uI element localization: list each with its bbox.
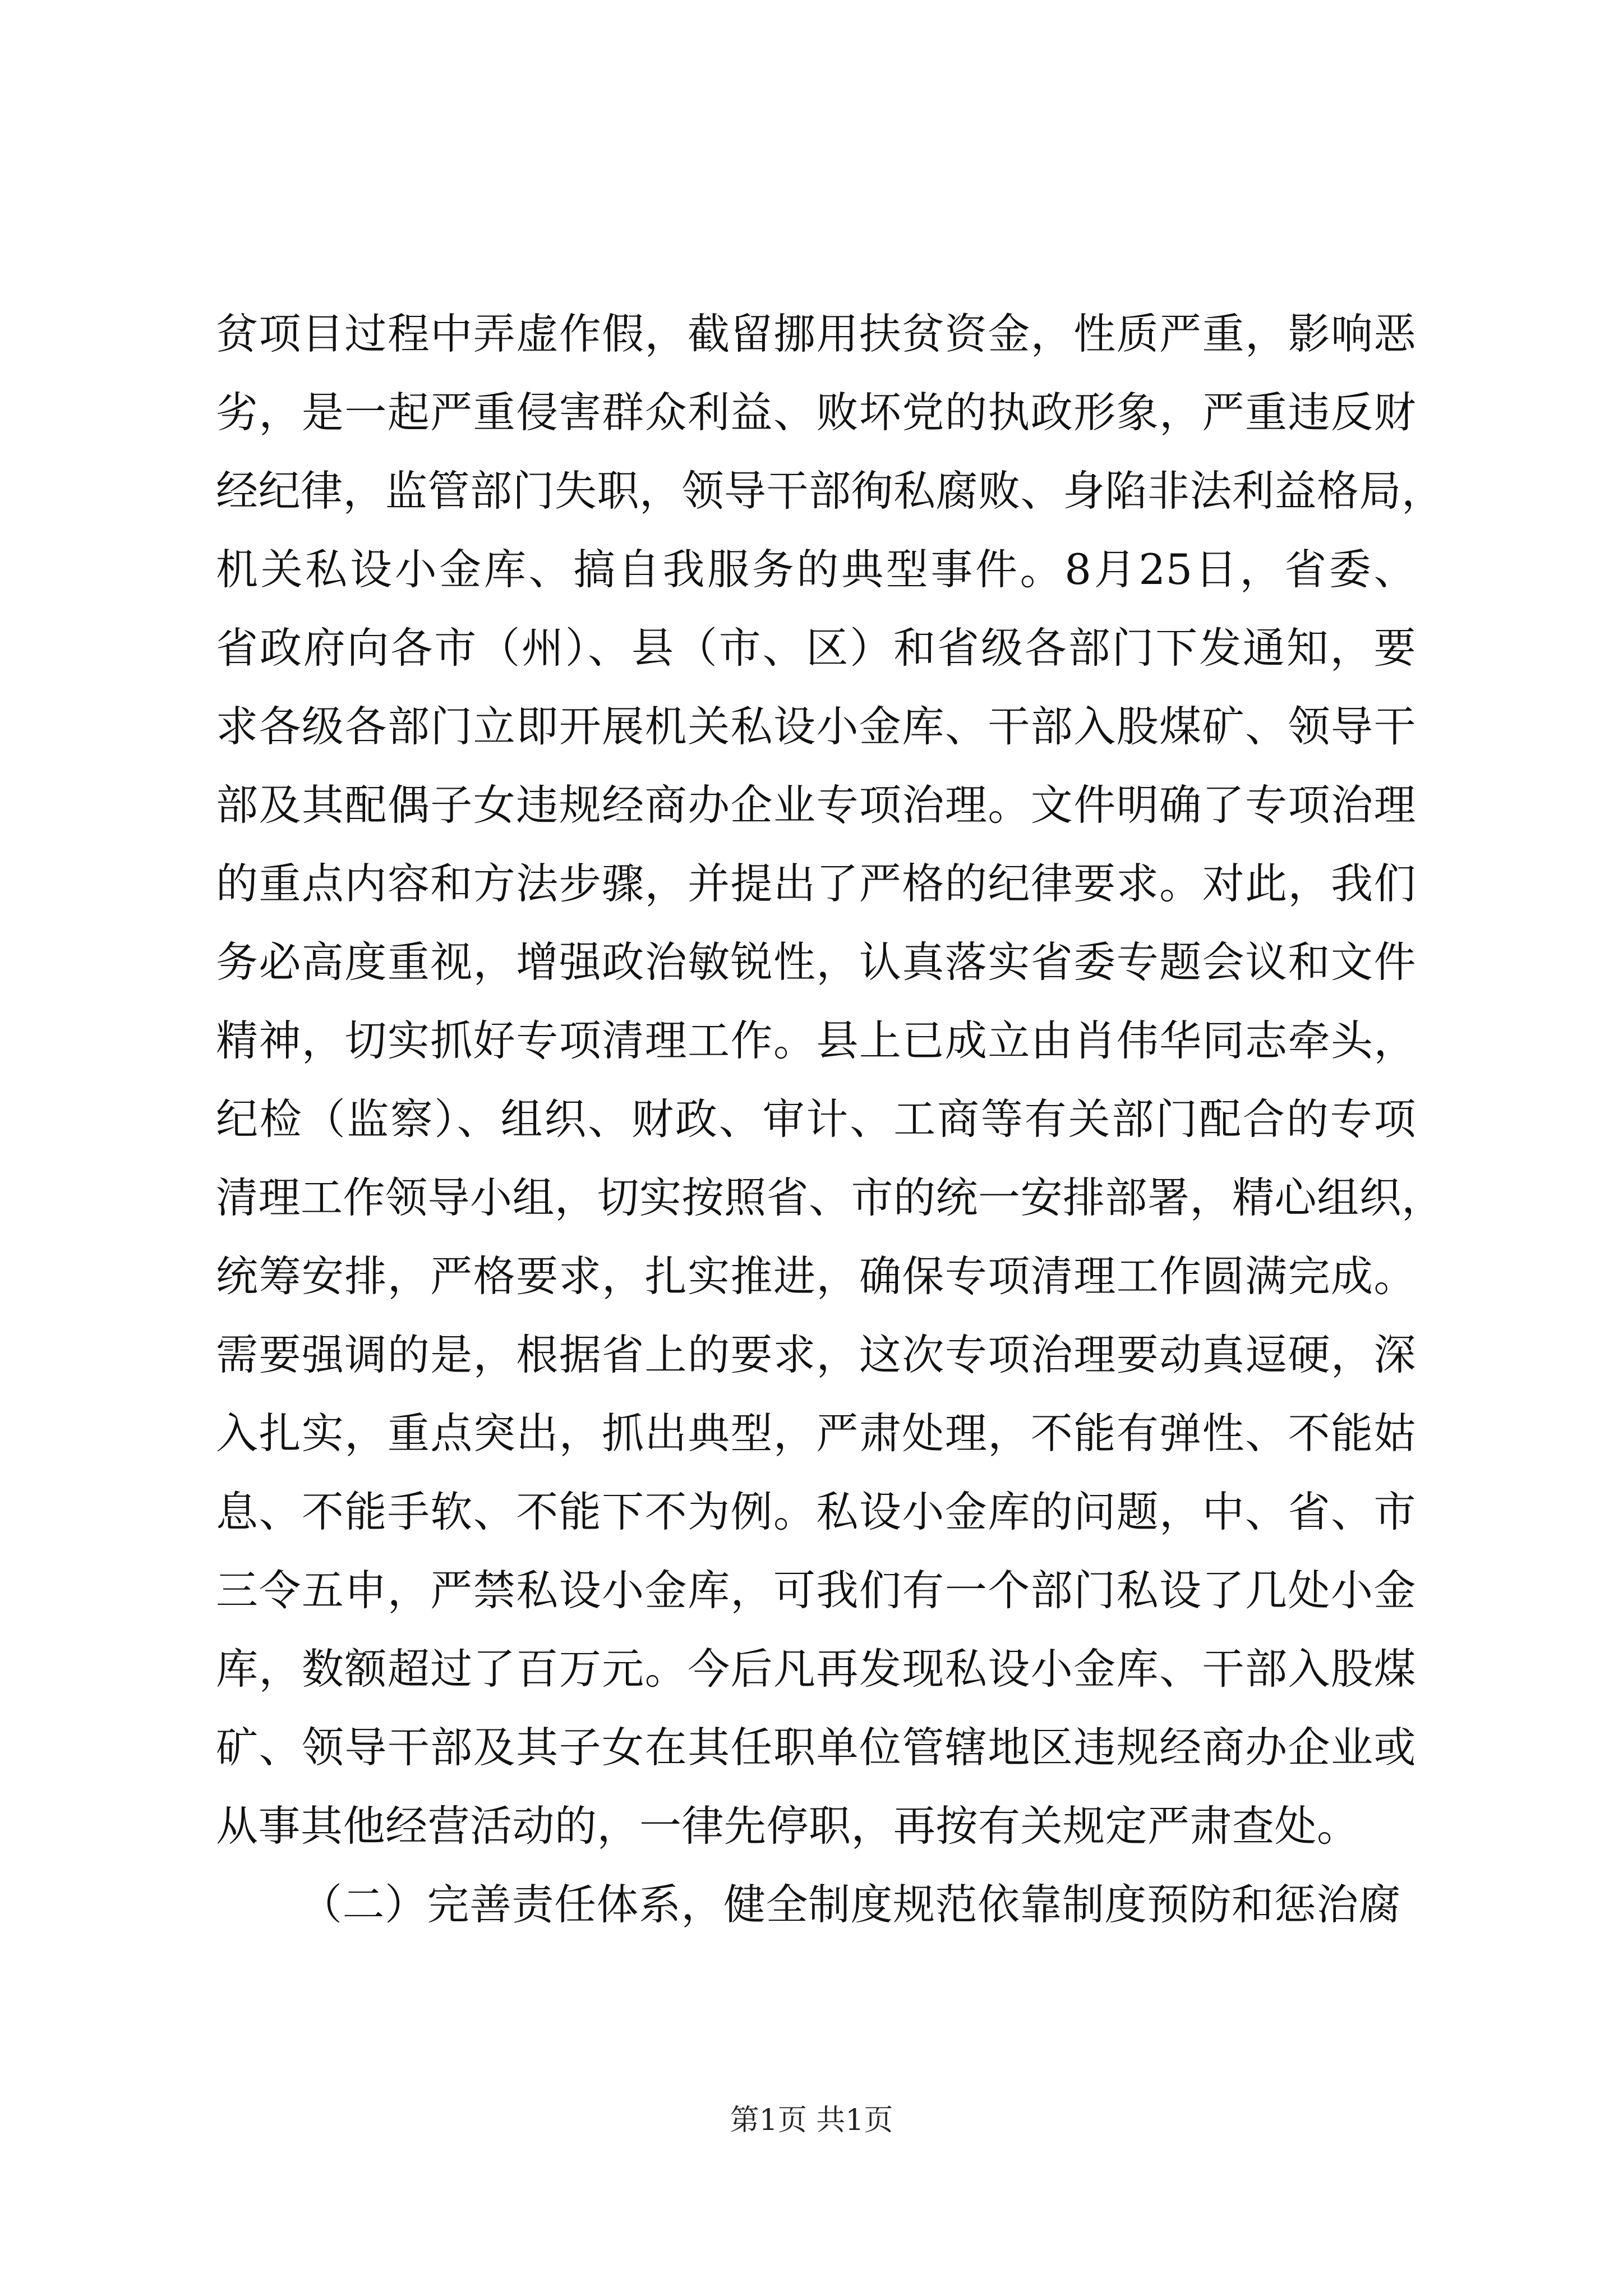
- text-line: 入扎实，重点突出，抓出典型，严肃处理，不能有弹性、不能姑: [216, 1409, 1416, 1458]
- text-line: 部及其配偶子女违规经商办企业专项治理。文件明确了专项治理: [216, 780, 1416, 830]
- text-line: 省政府向各市（州）、县（市、区）和省级各部门下发通知，要: [216, 623, 1416, 673]
- text-line: 精神，切实抓好专项清理工作。县上已成立由肖伟华同志牵头，: [216, 1016, 1416, 1065]
- text-line: 统筹安排，严格要求，扎实推进，确保专项清理工作圆满完成。: [216, 1251, 1416, 1301]
- page-footer: 第1页 共1页: [730, 2104, 893, 2137]
- text-line: 经纪律，监管部门失职，领导干部徇私腐败、身陷非法利益格局，: [216, 466, 1444, 516]
- text-line: 务必高度重视，增强政治敏锐性，认真落实省委专题会议和文件: [216, 937, 1416, 987]
- section-heading-line: （二）完善责任体系，健全制度规范依靠制度预防和惩治腐: [300, 1880, 1401, 1929]
- text-line: 从事其他经营活动的，一律先停职，再按有关规定严肃查处。: [216, 1801, 1359, 1851]
- text-line: 求各级各部门立即开展机关私设小金库、干部入股煤矿、领导干: [216, 702, 1416, 751]
- text-line: 三令五申，严禁私设小金库，可我们有一个部门私设了几处小金: [216, 1566, 1416, 1615]
- text-line: 息、不能手软、不能下不为例。私设小金库的问题，中、省、市: [216, 1487, 1416, 1536]
- text-line: 矿、领导干部及其子女在其任职单位管辖地区违规经商办企业或: [216, 1723, 1416, 1772]
- text-line: 库，数额超过了百万元。今后凡再发现私设小金库、干部入股煤: [216, 1644, 1416, 1694]
- body-text: [216, 295, 1444, 1944]
- text-line: 贫项目过程中弄虚作假，截留挪用扶贫资金，性质严重，影响恶: [216, 309, 1416, 358]
- text-line: 劣，是一起严重侵害群众利益、败坏党的执政形象，严重违反财: [216, 388, 1416, 437]
- text-line: 需要强调的是，根据省上的要求，这次专项治理要动真逗硬，深: [216, 1330, 1416, 1379]
- text-line: 的重点内容和方法步骤，并提出了严格的纪律要求。对此，我们: [216, 859, 1416, 908]
- text-line: 纪检（监察）、组织、财政、审计、工商等有关部门配合的专项: [216, 1094, 1416, 1144]
- text-line: 清理工作领导小组，切实按照省、市的统一安排部署，精心组织，: [216, 1173, 1444, 1222]
- text-line: 机关私设小金库、搞自我服务的典型事件。8月25日，省委、: [216, 545, 1416, 594]
